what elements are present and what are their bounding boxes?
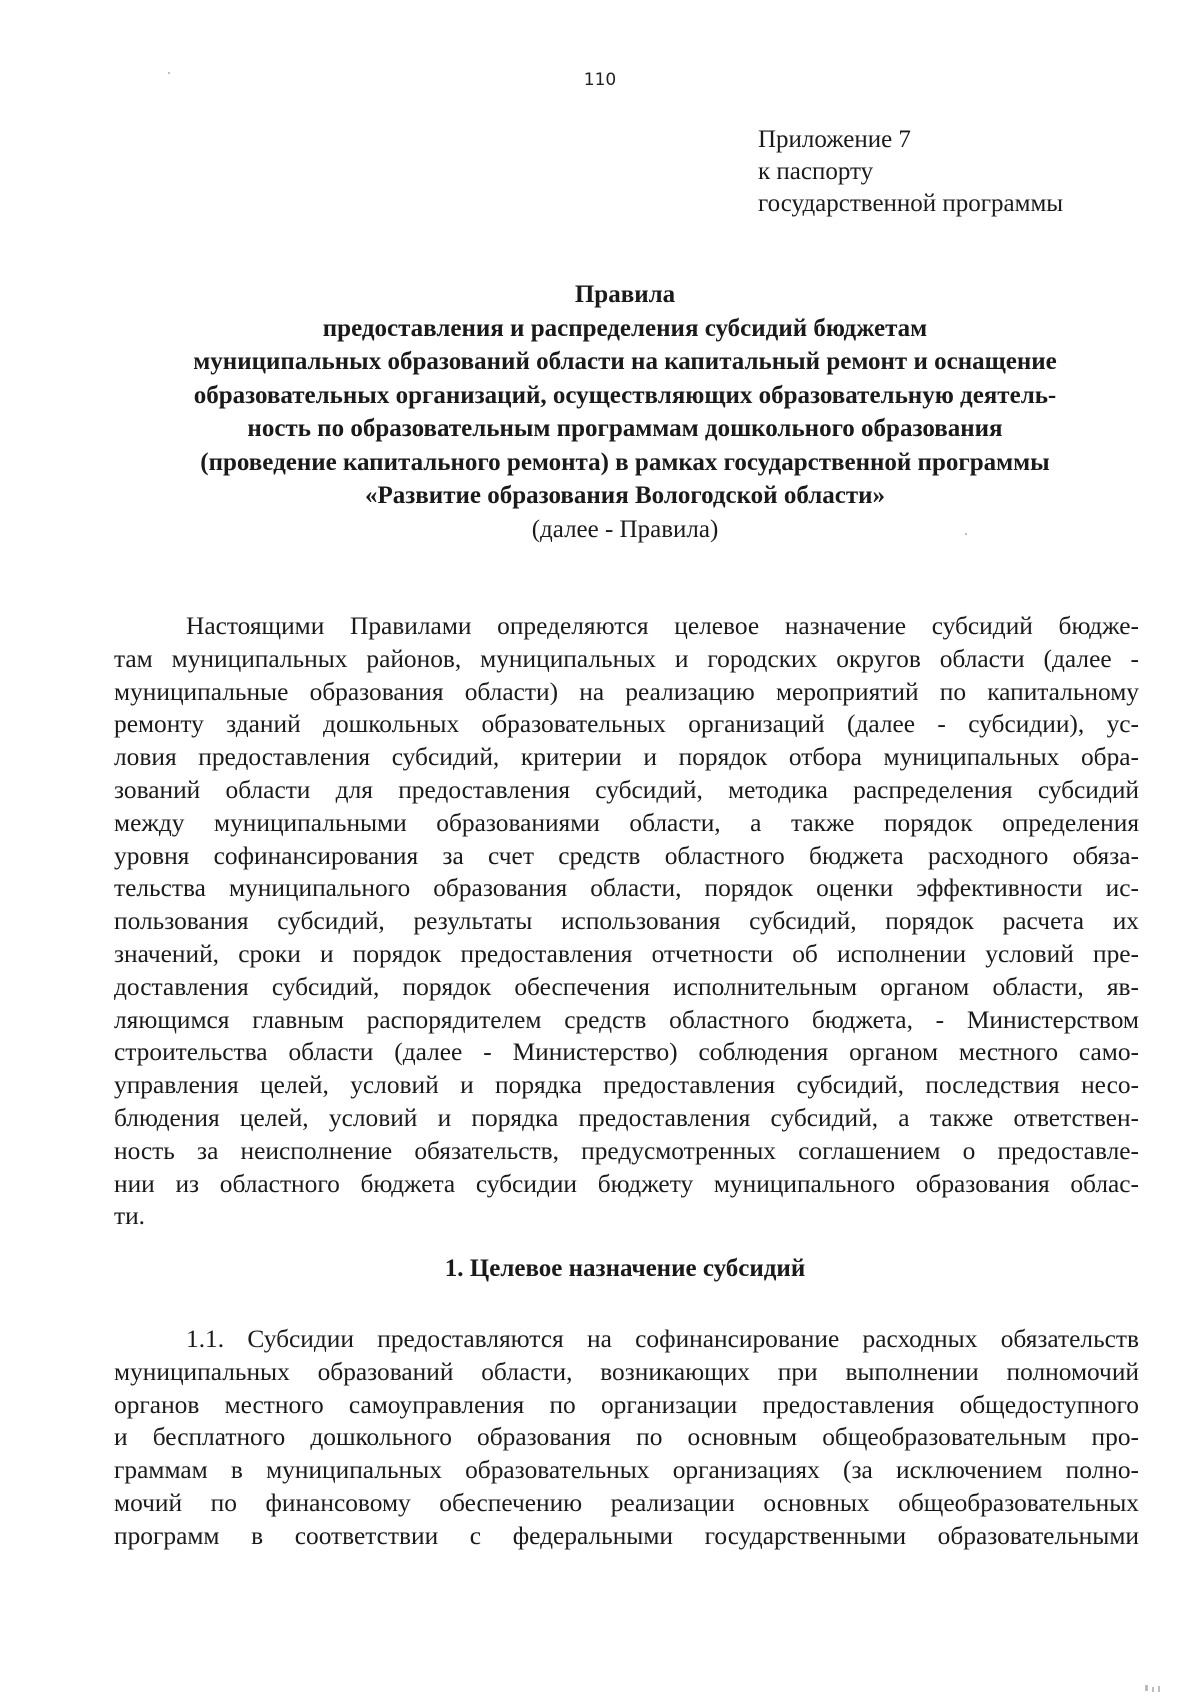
text-line: ность за неисполнение обязательств, предусмотренных соглашением о предоставле- — [114, 1136, 1139, 1165]
text-line: муниципальных образований области, возникающих при выполнении полномочий — [114, 1357, 1139, 1386]
text-line: Настоящими Правилами определяются целевое назначение субсидий бюдже- — [186, 612, 1139, 640]
text-line: ти. — [114, 1202, 146, 1231]
title-line: ность по образовательным программам дошкольного образования — [247, 415, 1003, 442]
text-line: управления целей, условий и порядка предоставления субсидий, последствия несо- — [114, 1071, 1139, 1100]
text-line: уровня софинансирования за счет средств областного бюджета расходного обяза- — [114, 841, 1139, 870]
text-line: зований области для предоставления субсидий, методика распределения субсидий — [114, 775, 1139, 804]
appendix-line: Приложение 7 — [758, 126, 911, 153]
text-line: граммам в муниципальных образовательных организациях (за исключением полно- — [114, 1456, 1139, 1485]
scan-speck — [168, 72, 170, 74]
title-line: предоставления и распределения субсидий бюджетам — [322, 314, 928, 342]
document-title — [100, 278, 1150, 546]
text-line: нии из областного бюджета субсидии бюджету муниципального образования облас- — [114, 1169, 1139, 1198]
appendix-line: к паспорту — [758, 158, 874, 185]
title-line: «Развитие образования Вологодской области» — [364, 482, 886, 509]
scan-speck — [1145, 1685, 1148, 1691]
intro-paragraph — [114, 610, 1139, 1233]
text-line: тельства муниципального образования области, порядок оценки эффективности ис- — [114, 874, 1139, 903]
scan-speck — [1158, 1686, 1160, 1692]
title-heading: Правила — [574, 281, 676, 308]
paragraph-1-1 — [114, 1323, 1139, 1553]
text-line: мочий по финансовому обеспечению реализации основных общеобразовательных — [114, 1488, 1139, 1517]
text-line: между муниципальными образованиями области, а также порядок определения — [114, 808, 1139, 837]
text-line: значений, сроки и порядок предоставления отчетности об исполнении условий пре- — [114, 939, 1139, 968]
page-number: 110 — [583, 70, 617, 90]
text-line: программ в соответствии с федеральными государственными образовательными — [114, 1521, 1139, 1550]
text-line: и бесплатного дошкольного образования по основным общеобразовательным про- — [114, 1423, 1139, 1452]
text-line: ляющимся главным распорядителем средств областного бюджета, - Министерством — [114, 1005, 1139, 1034]
scan-speck — [1152, 1687, 1154, 1692]
text-line: блюдения целей, условий и порядка предоставления субсидий, а также ответствен- — [114, 1103, 1139, 1132]
text-line: 1.1. Субсидии предоставляются на софинансирование расходных обязательств — [186, 1325, 1139, 1353]
title-note: (далее - Правила) — [531, 515, 719, 543]
text-line: строительства области (далее - Министерство) соблюдения органом местного само- — [114, 1038, 1139, 1067]
text-line: муниципальные образования области) на реализацию мероприятий по капитальному — [114, 677, 1139, 706]
scan-speck — [965, 533, 967, 535]
title-line: муниципальных образований области на капитальный ремонт и оснащение — [193, 348, 1057, 375]
section-heading: 1. Целевое назначение субсидий — [444, 1255, 806, 1282]
appendix-reference — [758, 124, 1063, 220]
text-line: ловия предоставления субсидий, критерии и порядок отбора муниципальных обра- — [114, 743, 1139, 772]
title-line: (проведение капитального ремонта) в рамках государственной программы — [200, 448, 1050, 476]
title-line: образовательных организаций, осуществляющих образовательную деятель- — [193, 381, 1057, 409]
text-line: доставления субсидий, порядок обеспечения исполнительным органом области, яв- — [114, 972, 1139, 1001]
text-line: там муниципальных районов, муниципальных и городских округов области (далее - — [114, 644, 1139, 673]
text-line: органов местного самоуправления по организации предоставления общедоступного — [114, 1390, 1139, 1419]
appendix-line: государственной программы — [758, 190, 1064, 217]
text-line: ремонту зданий дошкольных образовательных организаций (далее - субсидии), ус- — [114, 710, 1139, 739]
text-line: пользования субсидий, результаты использования субсидий, порядок расчета их — [114, 907, 1139, 936]
